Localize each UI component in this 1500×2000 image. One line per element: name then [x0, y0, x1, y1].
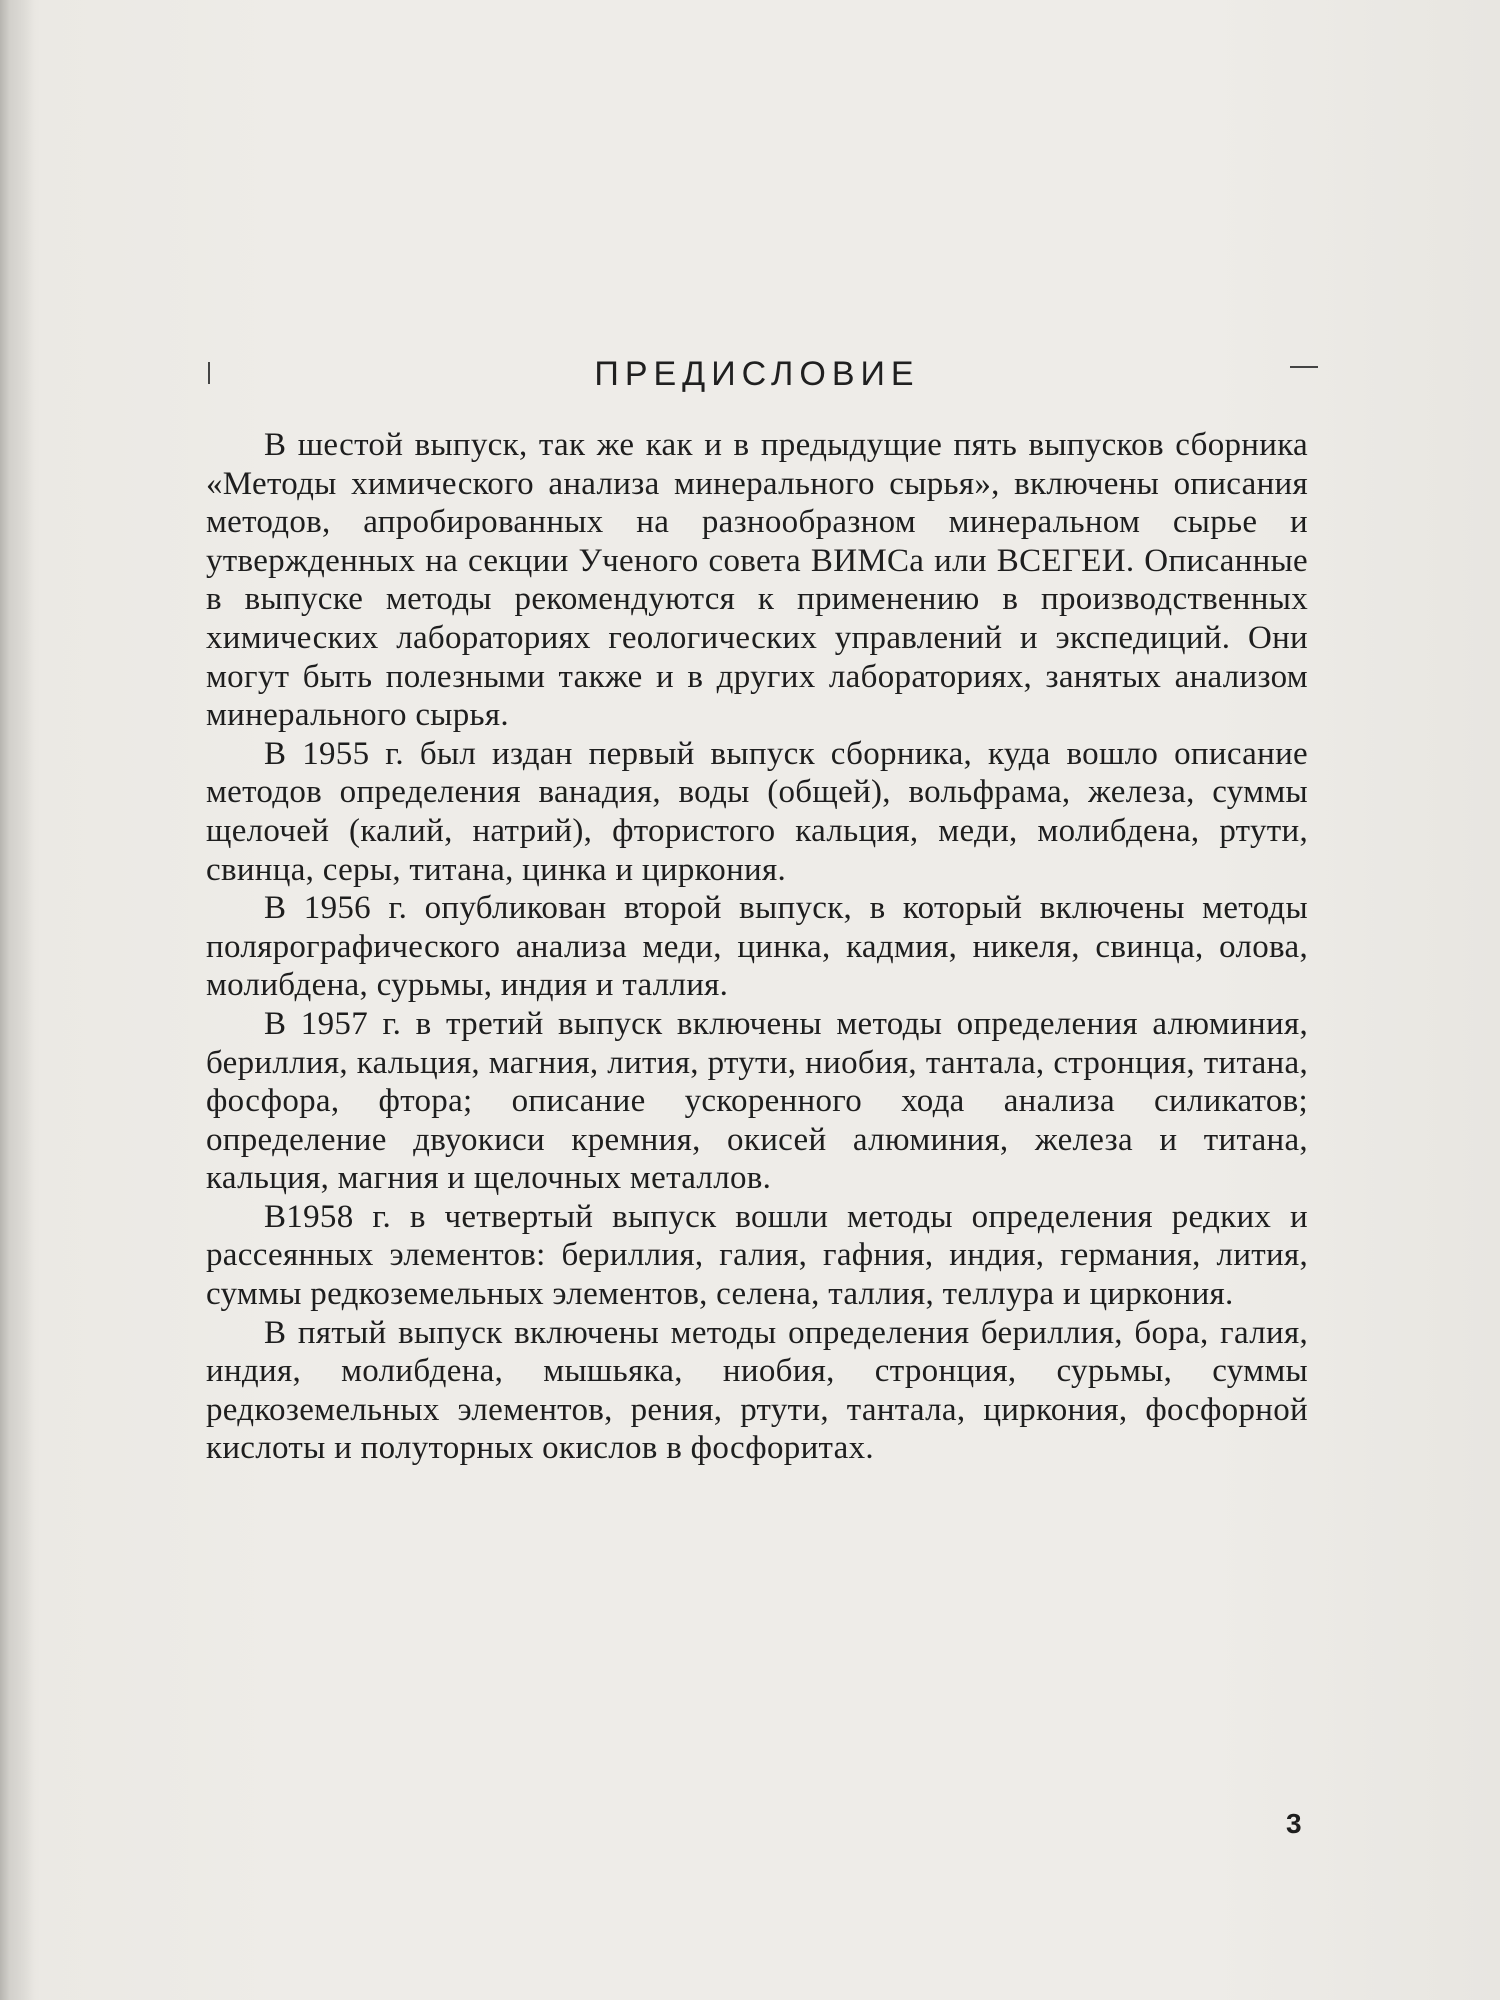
page-title: ПРЕДИСЛОВИЕ	[594, 355, 920, 393]
paragraph-1956: В 1956 г. опубликован второй выпуск, в который включены методы полярографического анализа меди, цинка, кадмия, никеля, свинца, олова, молибдена, сурьмы, индия и таллия.	[206, 890, 1308, 1004]
page-number: 3	[1286, 1808, 1302, 1839]
paragraph-1958: В1958 г. в четвертый выпуск вошли методы определения редких и рассеянных элементов: бериллия, галия, гафния, индия, германия, лития, суммы редкоземельных элементов, селена, таллия, теллура и циркония.	[206, 1198, 1308, 1313]
paragraph-fifth-issue: В пятый выпуск включены методы определения бериллия, бора, галия, индия, молибдена, мышьяка, ниобия, стронция, сурьмы, суммы редкоземельных элементов, рения, ртути, тантала, циркония, фосфорной кислоты и полуторных окислов в фосфоритах.	[206, 1314, 1308, 1467]
page-content	[206, 355, 1308, 1468]
show-through-texture	[210, 40, 1310, 370]
binding-shadow	[0, 0, 34, 2000]
paragraph-1955: В 1955 г. был издан первый выпуск сборника, куда вошло описание методов определения ванадия, воды (общей), вольфрама, железа, суммы щелочей (калий, натрий), фтористого кальция, меди, молибдена, ртути, свинца, серы, титана, цинка и циркония.	[206, 735, 1308, 888]
paragraph-1957: В 1957 г. в третий выпуск включены методы определения алюминия, бериллия, кальция, магния, лития, ртути, ниобия, тантала, стронция, титана, фосфора, фтора; описание ускоренного хода анализа силикатов; определение двуокиси кремния, окисей алюминия, железа и титана, кальция, магния и щелочных металлов.	[206, 1005, 1308, 1197]
paragraph-intro: В шестой выпуск, так же как и в предыдущие пять выпусков сборника «Методы химического анализа минерального сырья», включены описания методов, апробированных на разнообразном минеральном сырье и утвержденных на секции Ученого совета ВИМСа или ВСЕГЕИ. Описанные в выпуске методы рекомендуются к применению в производственных химических лабораториях геологических управлений и экспедиций. Они могут быть полезными также и в других лабораториях, занятых анализом минерального сырья.	[206, 427, 1308, 734]
